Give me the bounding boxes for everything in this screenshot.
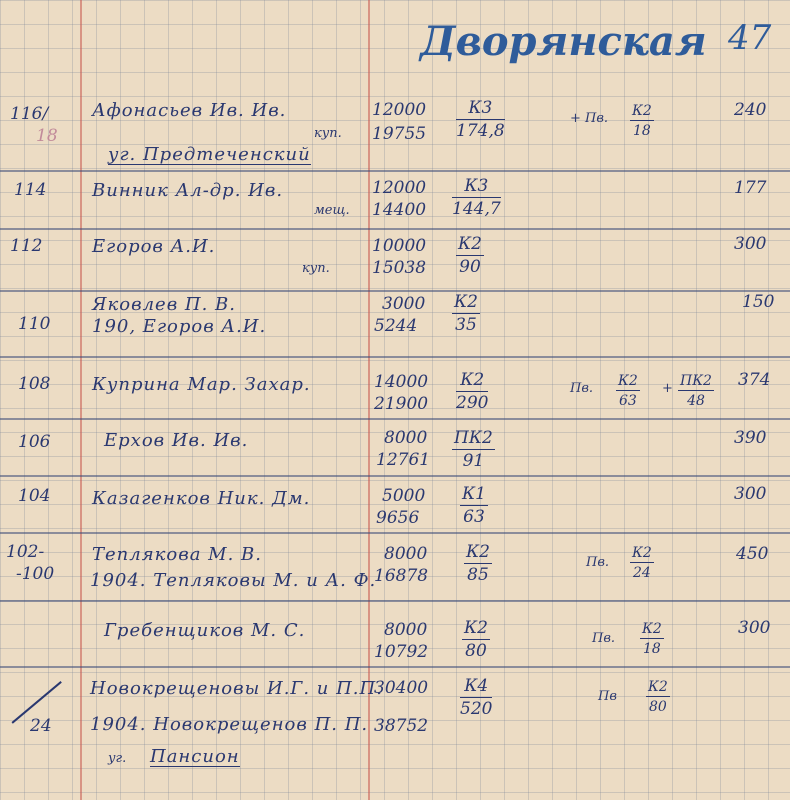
value-2: 15038 <box>372 258 427 278</box>
fraction-bottom: 18 <box>642 641 661 657</box>
fraction-top: К3 <box>452 178 501 198</box>
house-number: 24 <box>30 716 52 736</box>
value-1: 8000 <box>384 428 428 448</box>
value-2: 5244 <box>374 316 418 336</box>
category-fraction <box>456 100 505 140</box>
right-value: 300 <box>738 618 771 638</box>
fraction-top: К2 <box>466 542 490 562</box>
house-number: 112 <box>10 236 43 256</box>
fraction-bottom: 290 <box>456 393 489 413</box>
right-value: 390 <box>734 428 767 448</box>
fraction-top: К2 <box>632 545 652 561</box>
value-2: 12761 <box>376 450 431 470</box>
fraction-bottom: 80 <box>648 699 667 715</box>
house-number: 116/ <box>10 104 49 124</box>
house-number-line-2: -100 <box>16 564 55 584</box>
fraction-bottom: 144,7 <box>452 199 501 219</box>
fraction-bottom: 24 <box>632 565 651 581</box>
owner-name-line-3: Пансион <box>150 746 240 767</box>
extra-prefix: Пв. <box>570 381 594 396</box>
value-2: 16878 <box>374 566 429 586</box>
value-2: 21900 <box>374 394 429 414</box>
house-number: 102- <box>6 542 45 562</box>
fraction-top: ПК2 <box>680 373 712 389</box>
owner-name: Яковлев П. В. <box>92 294 237 315</box>
fraction-bottom: 80 <box>465 641 487 661</box>
value-2: 38752 <box>374 716 429 736</box>
fraction-bottom: 174,8 <box>456 121 505 141</box>
extra-prefix: + Пв. <box>570 111 609 126</box>
right-value: 300 <box>734 484 767 504</box>
house-number: 108 <box>18 374 51 394</box>
value-1: 30400 <box>374 678 429 698</box>
owner-name-line-3-prefix: уг. <box>108 751 127 766</box>
owner-name: Куприна Мар. Захар. <box>92 374 311 395</box>
value-1: 12000 <box>372 100 427 120</box>
value-2: 14400 <box>372 200 427 220</box>
owner-name-line-2: 1904. Тепляковы М. и А. Ф. <box>90 570 377 591</box>
owner-name: Теплякова М. В. <box>92 544 262 565</box>
category-fraction <box>452 294 480 334</box>
fraction-bottom: 520 <box>460 699 493 719</box>
house-number: 110 <box>18 314 51 334</box>
extra-fraction <box>646 680 670 714</box>
fraction-bottom: 85 <box>467 565 489 585</box>
house-number: 104 <box>18 486 51 506</box>
value-1: 8000 <box>384 620 428 640</box>
extra-prefix: Пв. <box>592 631 616 646</box>
owner-estate-note: куп. <box>314 126 342 141</box>
right-value: 300 <box>734 234 767 254</box>
owner-name: Казагенков Ник. Дм. <box>92 488 311 509</box>
category-fraction <box>456 372 488 412</box>
fraction-top: К2 <box>456 372 488 392</box>
extra-fraction <box>630 546 654 580</box>
category-fraction <box>460 486 488 526</box>
row-divider <box>0 600 790 602</box>
owner-name: Ерхов Ив. Ив. <box>104 430 249 451</box>
house-number: 114 <box>14 180 47 200</box>
owner-name: Афонасьев Ив. Ив. <box>92 100 287 121</box>
fraction-bottom: 35 <box>455 315 477 335</box>
row-divider <box>0 356 790 358</box>
row-divider <box>0 475 790 477</box>
row-divider <box>0 170 790 172</box>
extra-join: + <box>662 381 673 396</box>
row-divider <box>0 228 790 230</box>
category-fraction <box>452 430 495 470</box>
fraction-bottom: 18 <box>632 123 651 139</box>
value-1: 10000 <box>372 236 427 256</box>
owner-name-line-2: уг. Предтеченский <box>108 144 311 165</box>
right-value: 450 <box>736 544 769 564</box>
extra-fraction <box>640 622 664 656</box>
fraction-bottom: 91 <box>462 451 485 471</box>
category-fraction <box>456 236 484 276</box>
right-value: 240 <box>734 100 767 120</box>
owner-estate-note: мещ. <box>314 203 350 218</box>
extra-prefix: Пв <box>598 689 617 704</box>
value-1: 3000 <box>382 294 426 314</box>
value-1: 12000 <box>372 178 427 198</box>
owner-estate-note: куп. <box>302 261 330 276</box>
owner-name: Гребенщиков М. С. <box>104 620 306 641</box>
value-1: 8000 <box>384 544 428 564</box>
fraction-top: ПК2 <box>454 428 493 448</box>
fraction-top: К1 <box>462 484 486 504</box>
right-value: 150 <box>742 292 775 312</box>
fraction-bottom: 48 <box>687 393 705 409</box>
extra-fraction <box>630 104 654 138</box>
owner-name-line-2: 1904. Новокрещенов П. П. <box>90 714 369 735</box>
fraction-top: К2 <box>618 373 638 389</box>
page-number: 47 <box>728 18 772 58</box>
owner-name: Новокрещеновы И.Г. и П.П. <box>90 678 383 699</box>
right-value: 177 <box>734 178 767 198</box>
extra-fraction <box>678 374 714 408</box>
category-fraction <box>462 620 490 660</box>
right-value: 374 <box>738 370 771 390</box>
row-divider <box>0 418 790 420</box>
value-2: 19755 <box>372 124 427 144</box>
owner-name: Винник Ал-др. Ив. <box>92 180 284 201</box>
house-number-faint: 18 <box>36 126 58 146</box>
fraction-top: К2 <box>454 292 478 312</box>
row-divider <box>0 532 790 534</box>
fraction-top: К3 <box>456 100 505 120</box>
value-2: 10792 <box>374 642 429 662</box>
value-1: 14000 <box>374 372 429 392</box>
page-title: Дворянская <box>420 18 707 65</box>
fraction-top: К2 <box>458 234 482 254</box>
house-number: 106 <box>18 432 51 452</box>
fraction-top: К2 <box>632 103 652 119</box>
owner-name-line-2: 190, Егоров А.И. <box>92 316 267 337</box>
fraction-top: К2 <box>648 679 668 695</box>
value-1: 5000 <box>382 486 426 506</box>
category-fraction <box>452 178 501 218</box>
category-fraction <box>460 678 492 718</box>
fraction-top: К2 <box>642 621 662 637</box>
fraction-bottom: 63 <box>618 393 637 409</box>
extra-fraction <box>616 374 640 408</box>
fraction-top: К2 <box>464 618 488 638</box>
value-2: 9656 <box>376 508 420 528</box>
category-fraction <box>464 544 492 584</box>
row-divider <box>0 290 790 292</box>
owner-name: Егоров А.И. <box>92 236 216 257</box>
extra-prefix: Пв. <box>586 555 610 570</box>
fraction-bottom: 63 <box>463 507 485 527</box>
fraction-bottom: 90 <box>459 257 481 277</box>
margin-line-left <box>80 0 82 800</box>
fraction-top: К4 <box>460 678 492 698</box>
row-divider <box>0 666 790 668</box>
